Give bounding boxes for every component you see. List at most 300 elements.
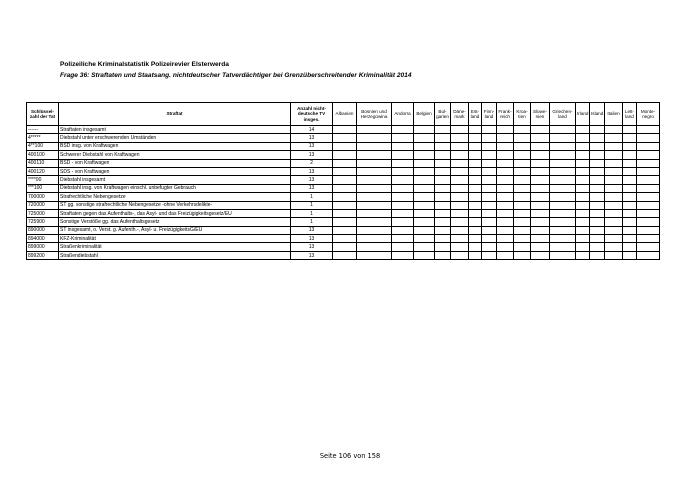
table-row xyxy=(27,243,660,251)
country-cell xyxy=(590,151,605,159)
column-header-country: Monte-negro xyxy=(637,103,660,126)
country-cell xyxy=(550,226,576,234)
country-cell xyxy=(605,134,623,142)
country-cell xyxy=(514,218,531,226)
country-cell xyxy=(550,142,576,150)
report-subtitle: Frage 36: Straftaten und Staatsang. nichtdeutscher Tatverdächtiger bei Grenzüberschreitender Kriminalität 2014 xyxy=(60,72,412,79)
country-cell xyxy=(435,251,451,259)
country-cell xyxy=(637,167,660,175)
country-cell xyxy=(357,142,392,150)
country-cell xyxy=(576,159,590,167)
key-cell: 725000 xyxy=(27,209,59,217)
offense-cell: Diebstahl unter erschwerenden Umständen xyxy=(59,134,291,142)
country-cell xyxy=(637,201,660,209)
country-cell xyxy=(414,226,435,234)
country-cell xyxy=(576,176,590,184)
country-cell xyxy=(333,126,357,134)
country-cell xyxy=(590,251,605,259)
country-cell xyxy=(605,126,623,134)
country-cell xyxy=(576,226,590,234)
country-cell xyxy=(435,126,451,134)
country-cell xyxy=(550,251,576,259)
country-cell xyxy=(497,151,514,159)
country-cell xyxy=(469,134,482,142)
country-cell xyxy=(514,209,531,217)
country-cell xyxy=(469,226,482,234)
country-cell xyxy=(497,159,514,167)
country-cell xyxy=(605,159,623,167)
country-cell xyxy=(590,184,605,192)
country-cell xyxy=(414,159,435,167)
count-cell: 1 xyxy=(291,201,333,209)
country-cell xyxy=(590,176,605,184)
column-header-country: Finn-land xyxy=(482,103,497,126)
country-cell xyxy=(482,209,497,217)
country-cell xyxy=(357,193,392,201)
country-cell xyxy=(497,201,514,209)
country-cell xyxy=(469,209,482,217)
country-cell xyxy=(531,159,550,167)
country-cell xyxy=(550,134,576,142)
country-cell xyxy=(357,134,392,142)
table-body xyxy=(27,126,660,260)
country-cell xyxy=(637,151,660,159)
country-cell xyxy=(482,235,497,243)
country-cell xyxy=(497,193,514,201)
country-cell xyxy=(482,218,497,226)
country-cell xyxy=(514,235,531,243)
country-cell xyxy=(531,251,550,259)
country-cell xyxy=(497,167,514,175)
country-cell xyxy=(333,235,357,243)
country-cell xyxy=(357,218,392,226)
column-header-country: Griechen-land xyxy=(550,103,576,126)
column-header-count: Anzahl nicht-deutsche TV insges. xyxy=(291,103,333,126)
offense-cell: ST gg. sonstige strafrechtliche Nebengesetze -ohne Verkehrsdelikte- xyxy=(59,201,291,209)
country-cell xyxy=(357,167,392,175)
country-cell xyxy=(623,126,637,134)
country-cell xyxy=(605,251,623,259)
country-cell xyxy=(605,184,623,192)
country-cell xyxy=(497,243,514,251)
country-cell xyxy=(414,193,435,201)
country-cell xyxy=(392,218,414,226)
offense-cell: Straßenkriminalität xyxy=(59,243,291,251)
country-cell xyxy=(482,134,497,142)
country-cell xyxy=(392,209,414,217)
country-cell xyxy=(514,176,531,184)
country-cell xyxy=(550,218,576,226)
country-cell xyxy=(623,243,637,251)
table-row xyxy=(27,209,660,217)
country-cell xyxy=(469,159,482,167)
column-header-country: Andorra xyxy=(392,103,414,126)
country-cell xyxy=(435,235,451,243)
country-cell xyxy=(623,235,637,243)
country-cell xyxy=(414,201,435,209)
country-cell xyxy=(637,134,660,142)
country-cell xyxy=(514,126,531,134)
country-cell xyxy=(451,218,469,226)
country-cell xyxy=(623,218,637,226)
count-cell: 13 xyxy=(291,151,333,159)
country-cell xyxy=(514,226,531,234)
country-cell xyxy=(514,243,531,251)
country-cell xyxy=(333,251,357,259)
country-cell xyxy=(623,226,637,234)
country-cell xyxy=(623,201,637,209)
country-cell xyxy=(469,142,482,150)
table-row xyxy=(27,142,660,150)
country-cell xyxy=(357,226,392,234)
report-title: Polizeiliche Kriminalstatistik Polizeirevier Elsterwerda xyxy=(60,61,229,68)
table-row xyxy=(27,126,660,134)
country-cell xyxy=(451,134,469,142)
country-cell xyxy=(451,193,469,201)
country-cell xyxy=(451,201,469,209)
country-cell xyxy=(414,167,435,175)
country-cell xyxy=(623,251,637,259)
country-cell xyxy=(392,134,414,142)
country-cell xyxy=(590,209,605,217)
count-cell: 14 xyxy=(291,126,333,134)
country-cell xyxy=(469,126,482,134)
country-cell xyxy=(392,151,414,159)
country-cell xyxy=(469,176,482,184)
country-cell xyxy=(333,184,357,192)
country-cell xyxy=(414,251,435,259)
country-cell xyxy=(550,126,576,134)
country-cell xyxy=(357,201,392,209)
country-cell xyxy=(357,243,392,251)
column-header-country: Italien xyxy=(605,103,623,126)
country-cell xyxy=(531,243,550,251)
offense-cell: BSD - von Kraftwagen xyxy=(59,159,291,167)
column-header-country: Kroa-tien xyxy=(514,103,531,126)
country-cell xyxy=(531,176,550,184)
country-cell xyxy=(392,184,414,192)
country-cell xyxy=(482,167,497,175)
country-cell xyxy=(514,167,531,175)
country-cell xyxy=(414,142,435,150)
country-cell xyxy=(469,201,482,209)
country-cell xyxy=(550,151,576,159)
country-cell xyxy=(451,209,469,217)
country-cell xyxy=(637,243,660,251)
country-cell xyxy=(576,209,590,217)
country-cell xyxy=(531,226,550,234)
country-cell xyxy=(576,167,590,175)
column-header-country: Slowe-nien xyxy=(531,103,550,126)
country-cell xyxy=(357,176,392,184)
count-cell: 13 xyxy=(291,235,333,243)
key-cell: 894000 xyxy=(27,235,59,243)
country-cell xyxy=(576,218,590,226)
country-cell xyxy=(392,243,414,251)
country-cell xyxy=(623,159,637,167)
table-row xyxy=(27,151,660,159)
country-cell xyxy=(414,235,435,243)
key-cell: 4**100 xyxy=(27,142,59,150)
country-cell xyxy=(482,243,497,251)
country-cell xyxy=(333,134,357,142)
country-cell xyxy=(514,142,531,150)
country-cell xyxy=(550,159,576,167)
country-cell xyxy=(469,193,482,201)
country-cell xyxy=(414,184,435,192)
column-header-key: Schlüssel-zahl der Tat xyxy=(27,103,59,126)
country-cell xyxy=(576,251,590,259)
count-cell: 13 xyxy=(291,243,333,251)
key-cell: 400110 xyxy=(27,159,59,167)
country-cell xyxy=(637,226,660,234)
column-header-country: Belgien xyxy=(414,103,435,126)
country-cell xyxy=(514,193,531,201)
key-cell: 899200 xyxy=(27,251,59,259)
country-cell xyxy=(333,142,357,150)
country-cell xyxy=(451,251,469,259)
offense-cell: ST insgesamt, o. Verst. g. Aufenth.-, Asyl- u. FreizügigkeitsG/EU xyxy=(59,226,291,234)
country-cell xyxy=(550,235,576,243)
statistics-table xyxy=(26,102,660,260)
column-header-offense: Straftat xyxy=(59,103,291,126)
country-cell xyxy=(435,243,451,251)
key-cell: 725900 xyxy=(27,218,59,226)
country-cell xyxy=(497,235,514,243)
country-cell xyxy=(435,159,451,167)
key-cell: 400100 xyxy=(27,151,59,159)
country-cell xyxy=(469,251,482,259)
column-header-country: Lett-land xyxy=(623,103,637,126)
country-cell xyxy=(435,226,451,234)
key-cell: 400120 xyxy=(27,167,59,175)
country-cell xyxy=(451,126,469,134)
country-cell xyxy=(550,193,576,201)
offense-cell: SDS - von Kraftwagen xyxy=(59,167,291,175)
country-cell xyxy=(392,201,414,209)
country-cell xyxy=(531,218,550,226)
country-cell xyxy=(357,209,392,217)
table-row xyxy=(27,159,660,167)
country-cell xyxy=(576,142,590,150)
country-cell xyxy=(576,235,590,243)
country-cell xyxy=(333,176,357,184)
offense-cell: KFZ-Kriminalität xyxy=(59,235,291,243)
key-cell: 890000 xyxy=(27,226,59,234)
country-cell xyxy=(333,209,357,217)
country-cell xyxy=(605,209,623,217)
count-cell: 2 xyxy=(291,159,333,167)
key-cell: ------ xyxy=(27,126,59,134)
country-cell xyxy=(451,184,469,192)
country-cell xyxy=(637,251,660,259)
country-cell xyxy=(637,235,660,243)
key-cell: ****00 xyxy=(27,176,59,184)
column-header-country: Bosnien und Herzegowina xyxy=(357,103,392,126)
count-cell: 13 xyxy=(291,167,333,175)
count-cell: 13 xyxy=(291,134,333,142)
country-cell xyxy=(590,126,605,134)
country-cell xyxy=(531,142,550,150)
country-cell xyxy=(333,193,357,201)
country-cell xyxy=(392,167,414,175)
country-cell xyxy=(605,218,623,226)
country-cell xyxy=(357,235,392,243)
country-cell xyxy=(514,251,531,259)
key-cell: 700000 xyxy=(27,193,59,201)
column-header-country: Albanien xyxy=(333,103,357,126)
country-cell xyxy=(392,193,414,201)
country-cell xyxy=(623,142,637,150)
offense-cell: Straßendiebstahl xyxy=(59,251,291,259)
country-cell xyxy=(531,235,550,243)
count-cell: 13 xyxy=(291,142,333,150)
column-header-country: Irland xyxy=(576,103,590,126)
count-cell: 1 xyxy=(291,218,333,226)
country-cell xyxy=(414,176,435,184)
country-cell xyxy=(550,184,576,192)
country-cell xyxy=(333,201,357,209)
country-cell xyxy=(482,251,497,259)
country-cell xyxy=(623,209,637,217)
country-cell xyxy=(482,126,497,134)
country-cell xyxy=(469,184,482,192)
country-cell xyxy=(469,167,482,175)
country-cell xyxy=(514,201,531,209)
country-cell xyxy=(637,209,660,217)
country-cell xyxy=(590,193,605,201)
country-cell xyxy=(392,226,414,234)
country-cell xyxy=(590,218,605,226)
country-cell xyxy=(623,184,637,192)
country-cell xyxy=(531,167,550,175)
key-cell: 4***** xyxy=(27,134,59,142)
column-header-country: Island xyxy=(590,103,605,126)
country-cell xyxy=(435,201,451,209)
country-cell xyxy=(497,126,514,134)
country-cell xyxy=(469,151,482,159)
country-cell xyxy=(514,184,531,192)
country-cell xyxy=(605,226,623,234)
count-cell: 1 xyxy=(291,193,333,201)
country-cell xyxy=(451,159,469,167)
country-cell xyxy=(590,226,605,234)
country-cell xyxy=(623,151,637,159)
country-cell xyxy=(576,193,590,201)
count-cell: 13 xyxy=(291,251,333,259)
country-cell xyxy=(451,226,469,234)
country-cell xyxy=(333,218,357,226)
country-cell xyxy=(333,159,357,167)
country-cell xyxy=(333,226,357,234)
country-cell xyxy=(514,134,531,142)
country-cell xyxy=(392,251,414,259)
count-cell: 13 xyxy=(291,184,333,192)
country-cell xyxy=(469,218,482,226)
column-header-country: Est-land xyxy=(469,103,482,126)
column-header-country: Bul-garien xyxy=(435,103,451,126)
country-cell xyxy=(392,159,414,167)
country-cell xyxy=(392,126,414,134)
country-cell xyxy=(531,134,550,142)
country-cell xyxy=(637,176,660,184)
column-header-country: Frank-reich xyxy=(497,103,514,126)
table-row xyxy=(27,235,660,243)
country-cell xyxy=(497,184,514,192)
country-cell xyxy=(637,142,660,150)
country-cell xyxy=(357,184,392,192)
country-cell xyxy=(357,126,392,134)
country-cell xyxy=(414,218,435,226)
country-cell xyxy=(550,167,576,175)
country-cell xyxy=(451,235,469,243)
country-cell xyxy=(605,193,623,201)
offense-cell: Straftaten insgesamt xyxy=(59,126,291,134)
country-cell xyxy=(392,176,414,184)
offense-cell: BSD insg. von Kraftwagen xyxy=(59,142,291,150)
country-cell xyxy=(497,218,514,226)
table-row xyxy=(27,226,660,234)
country-cell xyxy=(605,176,623,184)
country-cell xyxy=(576,243,590,251)
count-cell: 13 xyxy=(291,176,333,184)
country-cell xyxy=(414,134,435,142)
country-cell xyxy=(605,243,623,251)
country-cell xyxy=(497,142,514,150)
country-cell xyxy=(497,176,514,184)
country-cell xyxy=(469,243,482,251)
country-cell xyxy=(637,193,660,201)
country-cell xyxy=(576,134,590,142)
country-cell xyxy=(605,235,623,243)
country-cell xyxy=(605,167,623,175)
country-cell xyxy=(497,251,514,259)
country-cell xyxy=(333,151,357,159)
country-cell xyxy=(482,151,497,159)
country-cell xyxy=(623,167,637,175)
country-cell xyxy=(637,159,660,167)
country-cell xyxy=(392,235,414,243)
table-row xyxy=(27,251,660,259)
country-cell xyxy=(414,209,435,217)
country-cell xyxy=(482,201,497,209)
country-cell xyxy=(469,235,482,243)
country-cell xyxy=(531,151,550,159)
country-cell xyxy=(482,159,497,167)
country-cell xyxy=(576,184,590,192)
country-cell xyxy=(623,193,637,201)
country-cell xyxy=(514,159,531,167)
country-cell xyxy=(590,201,605,209)
country-cell xyxy=(531,209,550,217)
country-cell xyxy=(357,251,392,259)
count-cell: 13 xyxy=(291,226,333,234)
country-cell xyxy=(451,142,469,150)
table-header-row xyxy=(27,103,660,126)
country-cell xyxy=(497,209,514,217)
key-cell: 899000 xyxy=(27,243,59,251)
country-cell xyxy=(435,167,451,175)
country-cell xyxy=(435,176,451,184)
country-cell xyxy=(497,226,514,234)
country-cell xyxy=(590,142,605,150)
country-cell xyxy=(605,201,623,209)
page-number: Seite 106 von 158 xyxy=(319,452,381,460)
country-cell xyxy=(514,151,531,159)
country-cell xyxy=(435,209,451,217)
country-cell xyxy=(637,184,660,192)
table-row xyxy=(27,176,660,184)
